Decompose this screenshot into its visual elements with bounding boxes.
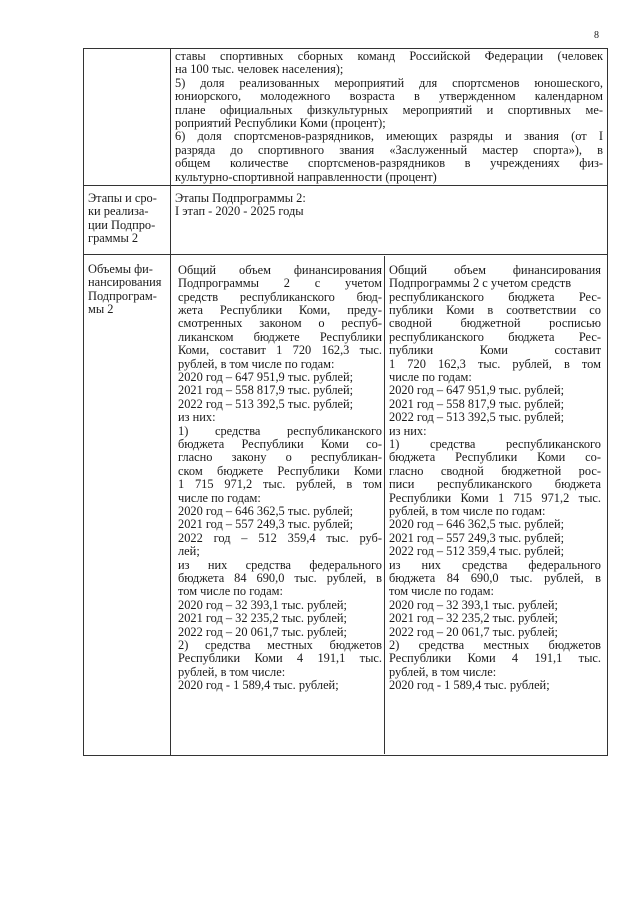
financing-column-left [175, 256, 385, 754]
text-line: 2020 год – 32 393,1 тыс. рублей; [178, 597, 347, 612]
text-line: республиканского бюджета Рес- [389, 289, 601, 304]
text-line: Коми, составит 1 720 162,3 тыс. [178, 343, 382, 358]
text-line: Общий объем финансирования [389, 262, 601, 277]
text-line: 2021 год – 558 817,9 тыс. рублей; [178, 383, 354, 398]
text-line: рублей, в том числе по годам: [178, 356, 335, 371]
text-line: 2) средства местных бюджетов [178, 638, 382, 653]
text-line: из них средства федерального [389, 557, 601, 572]
text-line: 2022 год – 20 061,7 тыс. рублей; [389, 624, 558, 639]
text-line: 2020 год – 647 951,9 тыс. рублей; [389, 383, 565, 398]
text-line: из них средства федерального [178, 557, 382, 572]
table-row-indicators [84, 49, 608, 186]
text-line: рублей, в том числе: [389, 664, 497, 679]
label-line: Этапы и сро- [88, 191, 157, 206]
text-line: том числе по годам: [178, 584, 283, 599]
text-line: лей; [178, 544, 200, 559]
text-line: 2021 год – 32 235,2 тыс. рублей; [389, 611, 558, 626]
text-line: 2022 год – 513 392,5 тыс. рублей; [178, 396, 354, 411]
table-row-stages [84, 186, 608, 255]
text-line: 2021 год – 558 817,9 тыс. рублей; [389, 396, 565, 411]
text-line: 2022 год – 512 359,4 тыс. руб- [178, 530, 382, 545]
text-line: бюджета Республики Коми со- [178, 436, 382, 451]
text-line: 2022 год – 20 061,7 тыс. рублей; [178, 624, 347, 639]
text-line: 2020 год – 646 362,5 тыс. рублей; [389, 517, 565, 532]
text-line: 2020 год – 646 362,5 тыс. рублей; [178, 504, 354, 518]
text-line: ликанском бюджете Республики [178, 329, 382, 344]
row2-label-cell [84, 186, 171, 255]
text-line: сводной бюджетной росписью [389, 316, 601, 331]
text-line: из них: [178, 410, 216, 425]
text-line: рублей, в том числе по годам: [389, 504, 546, 518]
text-line: Республики Коми 4 191,1 тыс. [389, 651, 601, 666]
row1-label-cell [84, 49, 171, 186]
text-line: Республики Коми 4 191,1 тыс. [178, 651, 382, 666]
text-line: общем количестве спортсменов-разрядников в учреждениях физ- [175, 156, 603, 171]
text-line: разряда до спортивного звания «Заслуженный мастер спорта»), в [175, 142, 603, 157]
text-line: республиканского бюджета Рес- [389, 329, 601, 344]
text-line: 2020 год – 32 393,1 тыс. рублей; [389, 597, 558, 612]
text-line: Общий объем финансирования [178, 262, 382, 277]
text-line: плане официальных физкультурных мероприятий и спортивных ме- [175, 102, 603, 117]
label-line: нансирования [88, 275, 162, 290]
text-line: роприятий Республики Коми (процент); [175, 116, 386, 131]
text-line: ставы спортивных сборных команд Российской Федерации (человек [175, 49, 603, 63]
text-line: I этап - 2020 - 2025 годы [175, 204, 304, 219]
row1-content-cell [171, 49, 608, 186]
text-line: ском бюджете Республики Коми [178, 463, 382, 478]
text-line: юниорского, молодежного возраста в утвержденном календарном [175, 89, 603, 104]
row2-content-cell [171, 186, 608, 255]
text-line: 2022 год – 512 359,4 тыс. рублей; [389, 544, 565, 559]
text-line: 2) средства местных бюджетов [389, 638, 601, 653]
text-line: 2020 год - 1 589,4 тыс. рублей; [178, 678, 339, 693]
text-line: 2021 год – 32 235,2 тыс. рублей; [178, 611, 347, 626]
text-line: публики Коми в соответствии со [389, 302, 601, 317]
label-line: граммы 2 [88, 231, 139, 246]
text-line: писи республиканского бюджета [389, 477, 601, 492]
text-line: культурно-спортивной направленности (процент) [175, 169, 437, 184]
text-line: Подпрограммы 2 с учетом [178, 276, 382, 291]
text-line: 1 720 162,3 тыс. рублей, в том [389, 356, 601, 371]
financing-columns [175, 256, 603, 754]
text-line: числе по годам: [178, 490, 261, 505]
text-line: Этапы Подпрограммы 2: [175, 191, 306, 206]
label-line: ки реализа- [88, 204, 149, 219]
label-line: ции Подпро- [88, 217, 156, 232]
text-line: гласно закону о республикан- [178, 450, 382, 465]
text-line: на 100 тыс. человек населения); [175, 62, 344, 77]
label-line: Подпрограм- [88, 288, 157, 303]
text-line: публики Коми составит [389, 343, 601, 358]
page-number: 8 [594, 30, 599, 41]
text-line: 2022 год – 513 392,5 тыс. рублей; [389, 410, 565, 425]
text-line: 6) доля спортсменов-разрядников, имеющих разряды и звания (от I [175, 129, 603, 144]
text-line: бюджета 84 690,0 тыс. рублей, в [389, 571, 601, 586]
text-line: средств республиканского бюд- [178, 289, 382, 304]
table-row-financing [84, 254, 608, 755]
text-line: числе по годам: [389, 369, 472, 384]
text-line: гласно сводной бюджетной рос- [389, 463, 601, 478]
text-line: 5) доля реализованных мероприятий для спортсменов юношеского, [175, 75, 603, 90]
row3-label-cell [84, 254, 171, 755]
text-line: 2021 год – 557 249,3 тыс. рублей; [389, 530, 565, 545]
text-line: бюджета 84 690,0 тыс. рублей, в [178, 571, 382, 586]
text-line: 1) средства республиканского [178, 423, 382, 438]
text-line: 1) средства республиканского [389, 436, 601, 451]
text-line: 2020 год – 647 951,9 тыс. рублей; [178, 369, 354, 384]
text-line: смотренных законом о респуб- [178, 316, 382, 331]
row3-content-cell [171, 254, 608, 755]
text-line: рублей, в том числе: [178, 664, 286, 679]
label-line: Объемы фи- [88, 261, 153, 276]
passport-table [83, 48, 608, 756]
text-line: 2021 год – 557 249,3 тыс. рублей; [178, 517, 354, 532]
text-line: том числе по годам: [389, 584, 494, 599]
text-line: бюджета Республики Коми со- [389, 450, 601, 465]
text-line: Подпрограммы 2 с учетом средств [389, 276, 572, 291]
text-line: Республики Коми 1 715 971,2 тыс. [389, 490, 601, 505]
text-line: 1 715 971,2 тыс. рублей, в том [178, 477, 382, 492]
text-line: из них: [389, 423, 427, 438]
label-line: мы 2 [88, 301, 114, 316]
text-line: 2020 год - 1 589,4 тыс. рублей; [389, 678, 550, 693]
text-line: жета Республики Коми, преду- [178, 302, 382, 317]
financing-column-right [385, 256, 603, 754]
